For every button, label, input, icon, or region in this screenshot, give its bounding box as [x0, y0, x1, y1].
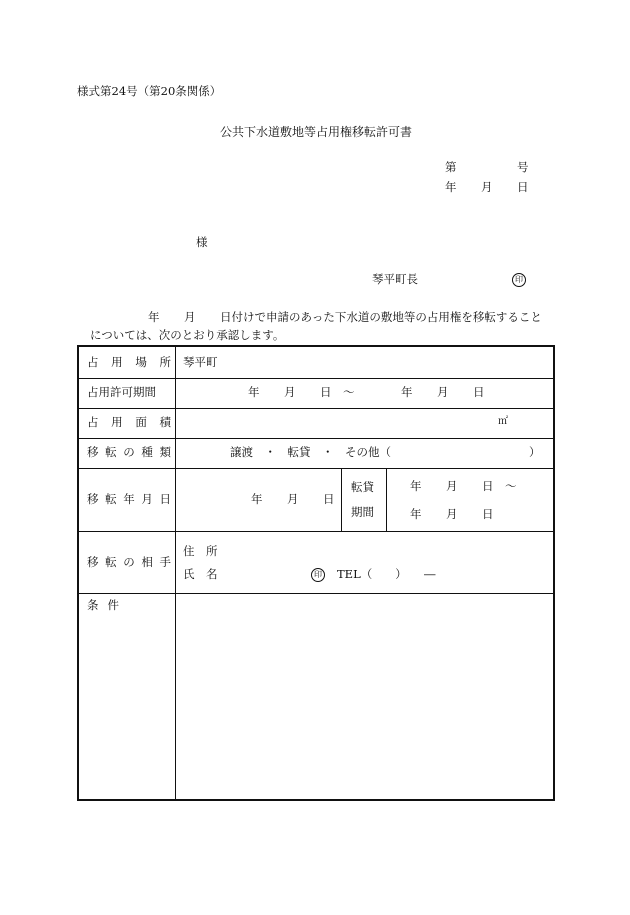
lease-year-1: 年: [410, 479, 422, 493]
tel-field: TEL（ ） ―: [337, 567, 436, 581]
transferee-label: 移 転 の 相 手: [87, 555, 171, 569]
period-year-2: 年: [401, 385, 413, 399]
transfer-date-year: 年: [251, 492, 263, 506]
body-line-1: 日付けで申請のあった下水道の敷地等の占用権を移転すること: [220, 310, 542, 324]
period-label: 占用許可期間: [87, 385, 156, 399]
row-divider: [79, 468, 553, 469]
lease-label-2: 期間: [351, 505, 374, 519]
seal-icon: 印: [512, 273, 526, 287]
period-day-2: 日: [473, 385, 485, 399]
lease-tilde: ～: [505, 479, 517, 493]
lease-day-1: 日: [482, 479, 494, 493]
conditions-label: 条 件: [87, 598, 119, 612]
addressee-suffix: 様: [196, 235, 208, 249]
transfer-type-label: 移 転 の 種 類: [87, 445, 171, 459]
body-year: 年: [148, 310, 160, 324]
lease-day-2: 日: [482, 507, 494, 521]
period-day-1: 日: [320, 385, 332, 399]
issuer-seal: [512, 273, 526, 287]
transfer-date-day: 日: [323, 492, 335, 506]
doc-no-go: 号: [517, 160, 529, 174]
lease-month-2: 月: [446, 507, 458, 521]
body-month: 月: [184, 310, 196, 324]
name-seal: [311, 568, 325, 582]
address-label: 住 所: [183, 544, 218, 558]
transfer-date-label: 移 転 年 月 日: [87, 492, 171, 506]
column-divider: [341, 468, 342, 531]
doc-date-day: 日: [517, 180, 529, 194]
row-divider: [79, 378, 553, 379]
area-unit: ㎡: [498, 416, 508, 427]
row-divider: [79, 438, 553, 439]
place-label: 占 用 場 所: [87, 355, 171, 369]
period-month-1: 月: [284, 385, 296, 399]
transfer-type-options: 譲渡 ・ 転貸 ・ その他（ ）: [230, 445, 541, 459]
period-month-2: 月: [437, 385, 449, 399]
period-year-1: 年: [248, 385, 260, 399]
row-divider: [79, 531, 553, 532]
doc-date-month: 月: [481, 180, 493, 194]
lease-year-2: 年: [410, 507, 422, 521]
area-label: 占 用 面 積: [87, 415, 171, 429]
row-divider: [79, 593, 553, 594]
name-label: 氏 名: [183, 567, 218, 581]
column-divider: [175, 347, 176, 799]
transfer-date-month: 月: [287, 492, 299, 506]
issuer-name: 琴平町長: [372, 272, 418, 286]
form-number: 様式第24号（第20条関係）: [77, 84, 222, 98]
seal-icon: 印: [311, 568, 325, 582]
row-divider: [79, 408, 553, 409]
lease-month-1: 月: [446, 479, 458, 493]
place-value: 琴平町: [183, 355, 218, 369]
permit-table: [77, 345, 555, 801]
body-line-2: については、次のとおり承認します。: [90, 328, 285, 342]
doc-date-year: 年: [445, 180, 457, 194]
lease-label-1: 転貸: [351, 480, 374, 494]
doc-no-dai: 第: [445, 160, 457, 174]
period-tilde: ～: [343, 385, 355, 399]
column-divider: [386, 468, 387, 531]
document-title: 公共下水道敷地等占用権移転許可書: [220, 125, 413, 139]
